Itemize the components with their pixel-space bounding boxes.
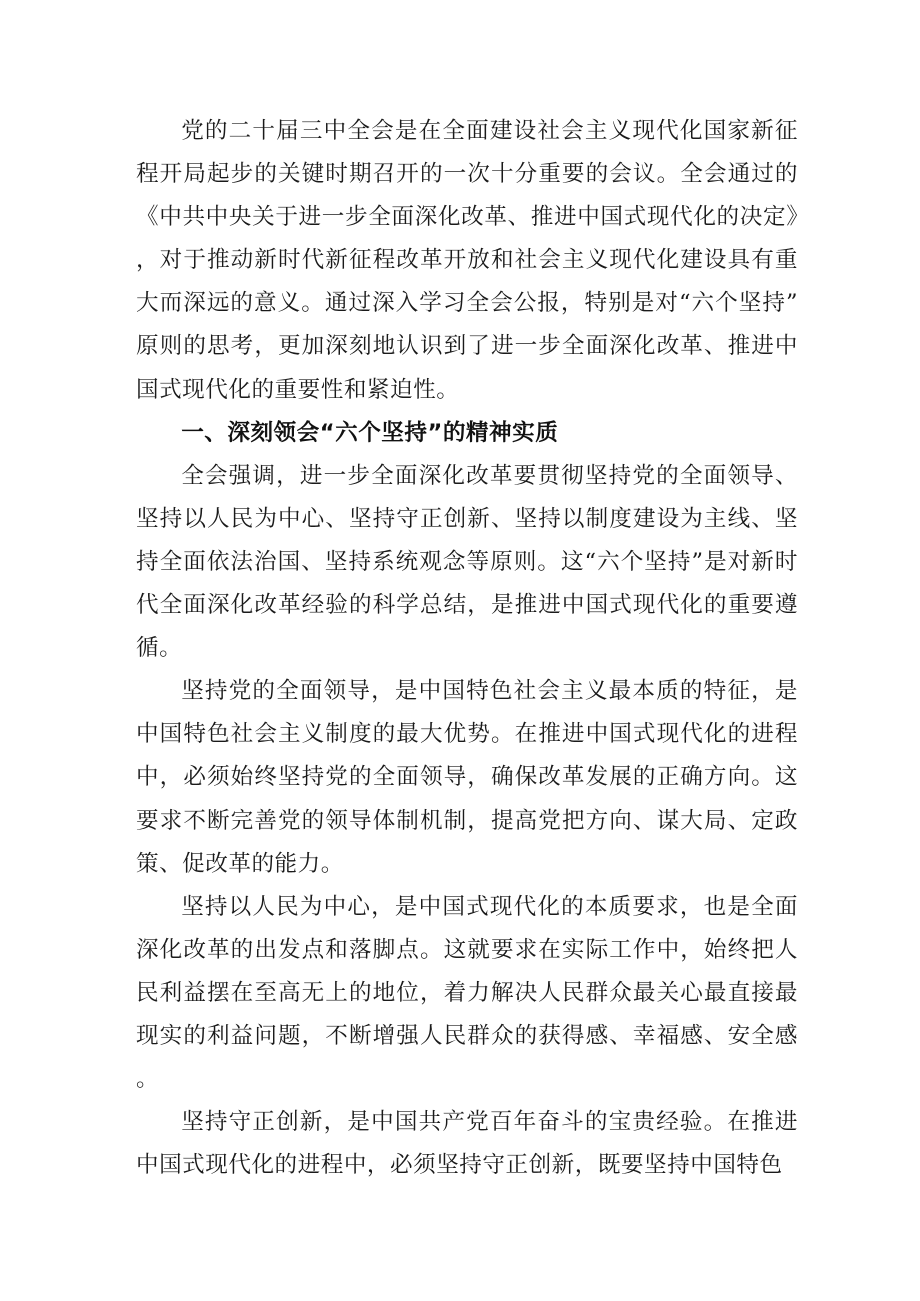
intro-paragraph: 党的二十届三中全会是在全面建设社会主义现代化国家新征程开局起步的关键时期召开的一次十分重要的会议。全会通过的《中共中央关于进一步全面深化改革、推进中国式现代化的决定》，对于推动新时代新征程改革开放和社会主义现代化建设具有重大而深远的意义。通过深入学习全会公报，特别是对“六个坚持”原则的思考，更加深刻地认识到了进一步全面深化改革、推进中国式现代化的重要性和紧迫性。	[136, 118, 798, 403]
body-paragraph-4: 坚持守正创新，是中国共产党百年奋斗的宝贵经验。在推进中国式现代化的进程中，必须坚持守正创新，既要坚持中国特色	[136, 1109, 798, 1179]
document-body	[136, 110, 798, 1187]
body-paragraph-1: 全会强调，进一步全面深化改革要贯彻坚持党的全面领导、坚持以人民为中心、坚持守正创新、坚持以制度建设为主线、坚持全面依法治国、坚持系统观念等原则。这“六个坚持”是对新时代全面深化改革经验的科学总结，是推进中国式现代化的重要遵循。	[136, 462, 798, 662]
body-paragraph-2: 坚持党的全面领导，是中国特色社会主义最本质的特征，是中国特色社会主义制度的最大优势。在推进中国式现代化的进程中，必须始终坚持党的全面领导，确保改革发展的正确方向。这要求不断完善党的领导体制机制，提高党把方向、谋大局、定政策、促改革的能力。	[136, 678, 798, 877]
section-heading: 一、深刻领会“六个坚持”的精神实质	[181, 419, 559, 446]
body-paragraph-3: 坚持以人民为中心，是中国式现代化的本质要求，也是全面深化改革的出发点和落脚点。这就要求在实际工作中，始终把人民利益摆在至高无上的地位，着力解决人民群众最关心最直接最现实的利益问题，不断增强人民群众的获得感、幸福感、安全感。	[136, 893, 798, 1093]
